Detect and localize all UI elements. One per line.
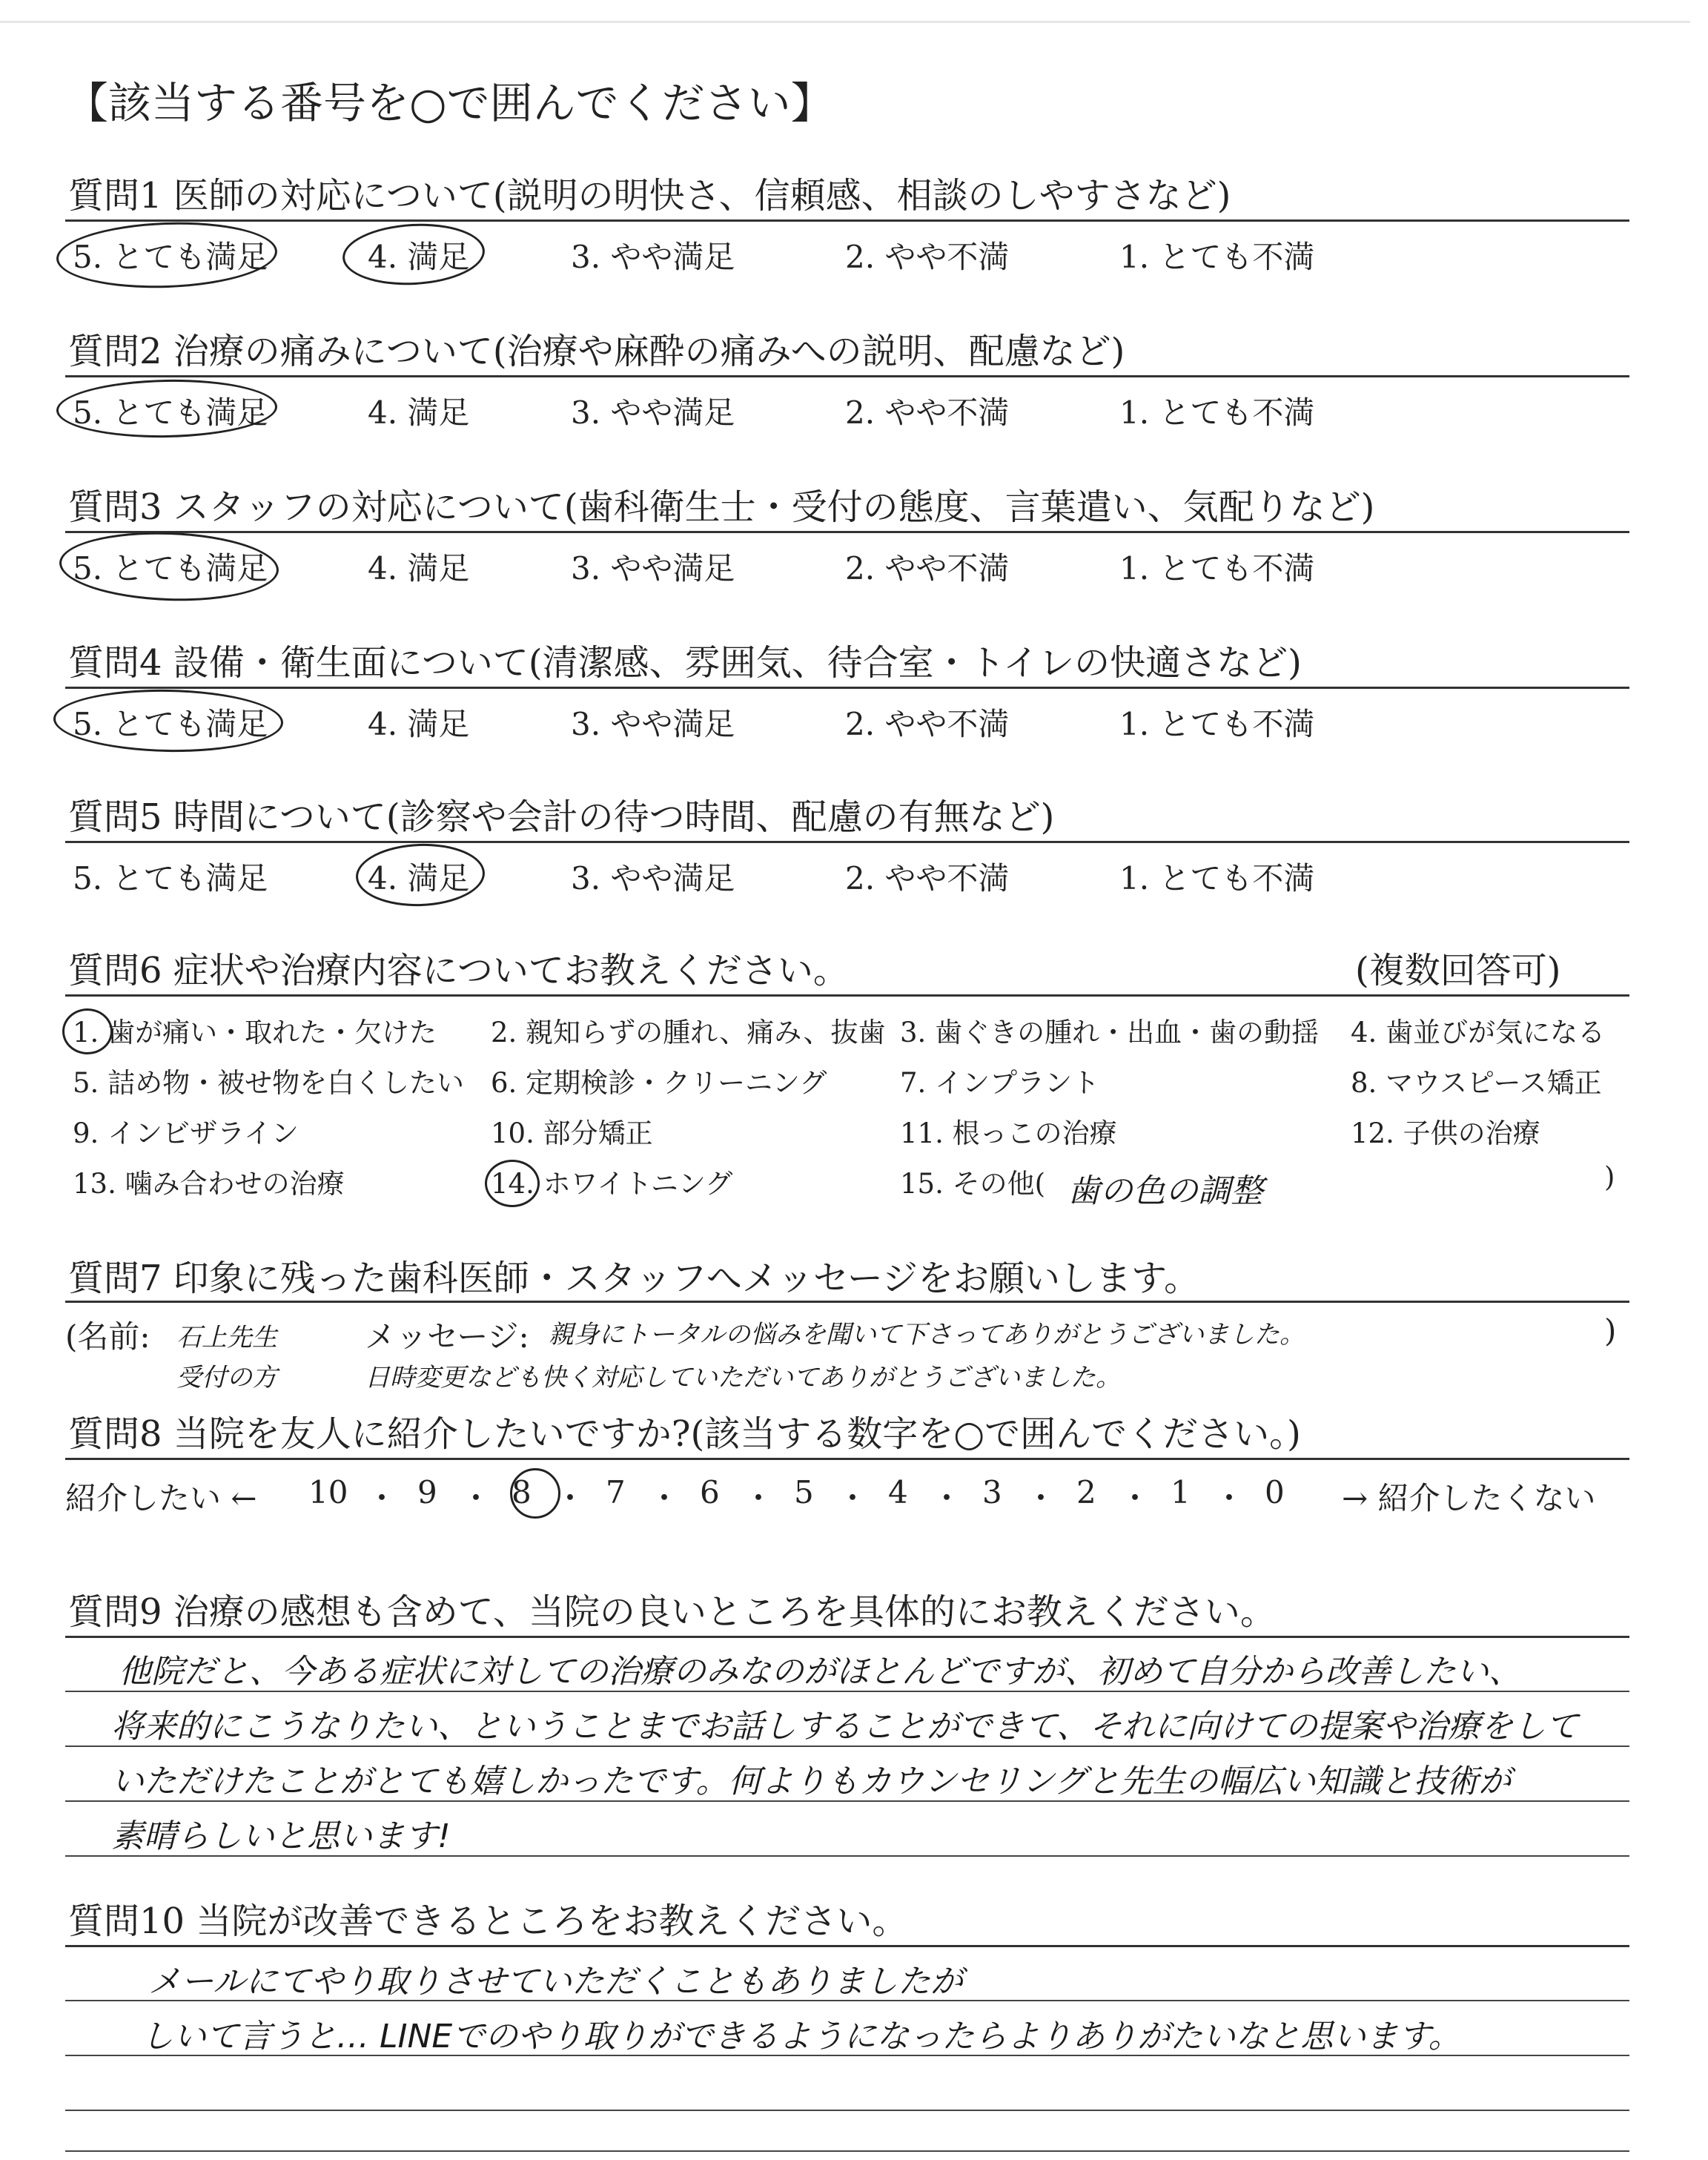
q6-circle-1 (62, 1008, 113, 1054)
q1-option-5[interactable]: 5. とても満足 (73, 239, 268, 275)
question-9-title: 質問9 治療の感想も含めて、当院の良いところを具体的にお教えください。 (68, 1591, 1276, 1633)
q8-left-label: 紹介したい ← (65, 1480, 257, 1516)
q2-option-1[interactable]: 1. とても不満 (1119, 394, 1315, 431)
q8-circle-8 (510, 1468, 560, 1519)
question-1-rule (65, 219, 1629, 222)
q6-item-5[interactable]: 5. 詰め物・被せ物を白くしたい (73, 1067, 465, 1099)
q10-write-line-4 (65, 2150, 1629, 2152)
q1-option-4[interactable]: 4. 満足 (368, 239, 470, 275)
question-5-title: 質問5 時間について(診察や会計の待つ時間、配慮の有無など) (68, 796, 1055, 838)
question-7-rule (65, 1301, 1629, 1303)
q7-name-1: 石上先生 (176, 1323, 277, 1353)
q6-item-7[interactable]: 7. インプラント (900, 1067, 1100, 1099)
q8-separator: ・ (1025, 1480, 1057, 1516)
question-10-rule (65, 1945, 1629, 1947)
q9-answer-line-2: 将来的にこうなりたい、ということまでお話しすることができて、それに向けての提案や治療をして (111, 1708, 1579, 1745)
q4-option-4[interactable]: 4. 満足 (368, 706, 470, 742)
q1-option-3[interactable]: 3. やや満足 (571, 239, 735, 275)
q3-circle-5 (58, 529, 279, 604)
question-6-rule (65, 994, 1629, 997)
q8-scale-6[interactable]: 6 (700, 1474, 720, 1510)
q5-option-3[interactable]: 3. やや満足 (571, 860, 735, 896)
q7-close-paren: ) (1604, 1312, 1617, 1349)
q7-message-2: 日時変更なども快く対応していただいてありがとうございました。 (365, 1363, 1121, 1393)
q2-option-5[interactable]: 5. とても満足 (73, 394, 268, 431)
q8-scale-1[interactable]: 1 (1171, 1474, 1191, 1510)
q4-option-1[interactable]: 1. とても不満 (1119, 706, 1315, 742)
q6-item-10[interactable]: 10. 部分矯正 (491, 1117, 653, 1149)
question-6-title: 質問6 症状や治療内容についてお教えください。 (68, 950, 849, 991)
q6-item-9[interactable]: 9. インビザライン (73, 1117, 299, 1149)
q7-name-2: 受付の方 (176, 1363, 277, 1393)
q4-option-3[interactable]: 3. やや満足 (571, 706, 735, 742)
q8-separator: ・ (743, 1480, 775, 1516)
q10-write-line-3 (65, 2110, 1629, 2111)
question-4-title: 質問4 設備・衛生面について(清潔感、雰囲気、待合室・トイレの快適さなど) (68, 642, 1302, 684)
q5-option-2[interactable]: 2. やや不満 (845, 860, 1010, 896)
q8-scale-3[interactable]: 3 (982, 1474, 1002, 1510)
q6-item-13[interactable]: 13. 噛み合わせの治療 (73, 1168, 345, 1200)
q8-separator: ・ (931, 1480, 963, 1516)
q1-option-1[interactable]: 1. とても不満 (1119, 239, 1315, 275)
q6-item-12[interactable]: 12. 子供の治療 (1351, 1117, 1540, 1149)
q2-option-4[interactable]: 4. 満足 (368, 394, 470, 431)
q1-option-2[interactable]: 2. やや不満 (845, 239, 1010, 275)
q8-scale-2[interactable]: 2 (1076, 1474, 1096, 1510)
q8-separator: ・ (460, 1480, 492, 1516)
q6-circle-14 (485, 1160, 540, 1207)
q6-close-paren: ) (1604, 1161, 1615, 1193)
question-10-title: 質問10 当院が改善できるところをお教えください。 (68, 1900, 908, 1942)
question-2-title: 質問2 治療の痛みについて(治療や麻酔の痛みへの説明、配慮など) (68, 331, 1125, 372)
question-3-title: 質問3 スタッフの対応について(歯科衛生士・受付の態度、言葉遣い、気配りなど) (68, 486, 1375, 528)
q2-option-2[interactable]: 2. やや不満 (845, 394, 1010, 431)
question-8-title: 質問8 当院を友人に紹介したいですか?(該当する数字を○で囲んでください。) (68, 1413, 1301, 1455)
q8-scale-8[interactable]: 8 (512, 1474, 532, 1510)
q8-scale-9[interactable]: 9 (417, 1474, 437, 1510)
q8-scale-7[interactable]: 7 (606, 1474, 626, 1510)
q8-scale-4[interactable]: 4 (888, 1474, 908, 1510)
q6-item-8[interactable]: 8. マウスピース矯正 (1351, 1067, 1602, 1099)
q8-right-label: → 紹介したくない (1342, 1480, 1596, 1516)
q6-item-14[interactable]: 14. ホワイトニング (491, 1168, 733, 1200)
question-4-rule (65, 687, 1629, 689)
q8-separator: ・ (366, 1480, 398, 1516)
question-6-note: (複数回答可) (1355, 950, 1561, 991)
question-8-rule (65, 1458, 1629, 1460)
q8-scale-10[interactable]: 10 (308, 1474, 348, 1510)
question-3-rule (65, 531, 1629, 533)
q6-item-4[interactable]: 4. 歯並びが気になる (1351, 1017, 1606, 1048)
page-heading: 【該当する番号を○で囲んでください】 (65, 78, 834, 128)
q9-answer-line-3: いただけたことがとても嬉しかったです。何よりもカウンセリングと先生の幅広い知識と技術が (111, 1763, 1512, 1800)
q6-item-1[interactable]: 1. 歯が痛い・取れた・欠けた (73, 1017, 437, 1048)
q8-separator: ・ (1214, 1480, 1245, 1516)
question-2-rule (65, 375, 1629, 377)
q6-other-text: 歯の色の調整 (1068, 1172, 1263, 1210)
q6-item-3[interactable]: 3. 歯ぐきの腫れ・出血・歯の動揺 (900, 1017, 1320, 1048)
q9-answer-line-4: 素晴らしいと思います! (111, 1817, 451, 1855)
q9-answer-line-1: 他院だと、今ある症状に対しての治療のみなのがほとんどですが、初めて自分から改善したい、 (119, 1653, 1521, 1691)
question-9-rule (65, 1636, 1629, 1638)
q5-option-1[interactable]: 1. とても不満 (1119, 860, 1315, 896)
q3-option-2[interactable]: 2. やや不満 (845, 550, 1010, 587)
q4-option-2[interactable]: 2. やや不満 (845, 706, 1010, 742)
q3-option-1[interactable]: 1. とても不満 (1119, 550, 1315, 587)
q4-option-5[interactable]: 5. とても満足 (73, 706, 268, 742)
q8-separator: ・ (837, 1480, 869, 1516)
q8-separator: ・ (649, 1480, 681, 1516)
question-7-title: 質問7 印象に残った歯科医師・スタッフへメッセージをお願いします。 (68, 1258, 1200, 1299)
q3-option-4[interactable]: 4. 満足 (368, 550, 470, 587)
q2-option-3[interactable]: 3. やや満足 (571, 394, 735, 431)
q8-separator: ・ (1119, 1480, 1151, 1516)
q10-answer-line-2: しいて言うと… LINEでのやり取りができるようになったらよりありがたいなと思います。 (141, 2018, 1461, 2055)
q7-message-label: メッセージ: (365, 1318, 529, 1355)
q5-option-4[interactable]: 4. 満足 (368, 860, 470, 896)
q1-circle-4 (341, 220, 486, 288)
q6-item-11[interactable]: 11. 根っこの治療 (900, 1117, 1117, 1149)
q1-circle-5 (56, 219, 279, 291)
question-1-title: 質問1 医師の対応について(説明の明快さ、信頼感、相談のしやすさなど) (68, 175, 1231, 217)
q8-scale-5[interactable]: 5 (794, 1474, 814, 1510)
q8-separator: ・ (555, 1480, 586, 1516)
q3-option-3[interactable]: 3. やや満足 (571, 550, 735, 587)
q10-answer-line-1: メールにてやり取りさせていただくこともありましたが (148, 1963, 964, 2001)
q6-item-6[interactable]: 6. 定期検診・クリーニング (491, 1067, 827, 1099)
q6-item-2[interactable]: 2. 親知らずの腫れ、痛み、抜歯 (491, 1017, 886, 1048)
question-5-rule (65, 841, 1629, 843)
q7-name-label: (名前: (65, 1318, 150, 1355)
q6-item-15[interactable]: 15. その他( (900, 1168, 1046, 1200)
top-edge-line (0, 21, 1690, 23)
q3-option-5[interactable]: 5. とても満足 (73, 550, 268, 587)
q5-option-5[interactable]: 5. とても満足 (73, 860, 268, 896)
q7-message-1: 親身にトータルの悩みを聞いて下さってありがとうございました。 (549, 1320, 1305, 1350)
q8-scale-0[interactable]: 0 (1265, 1474, 1285, 1510)
